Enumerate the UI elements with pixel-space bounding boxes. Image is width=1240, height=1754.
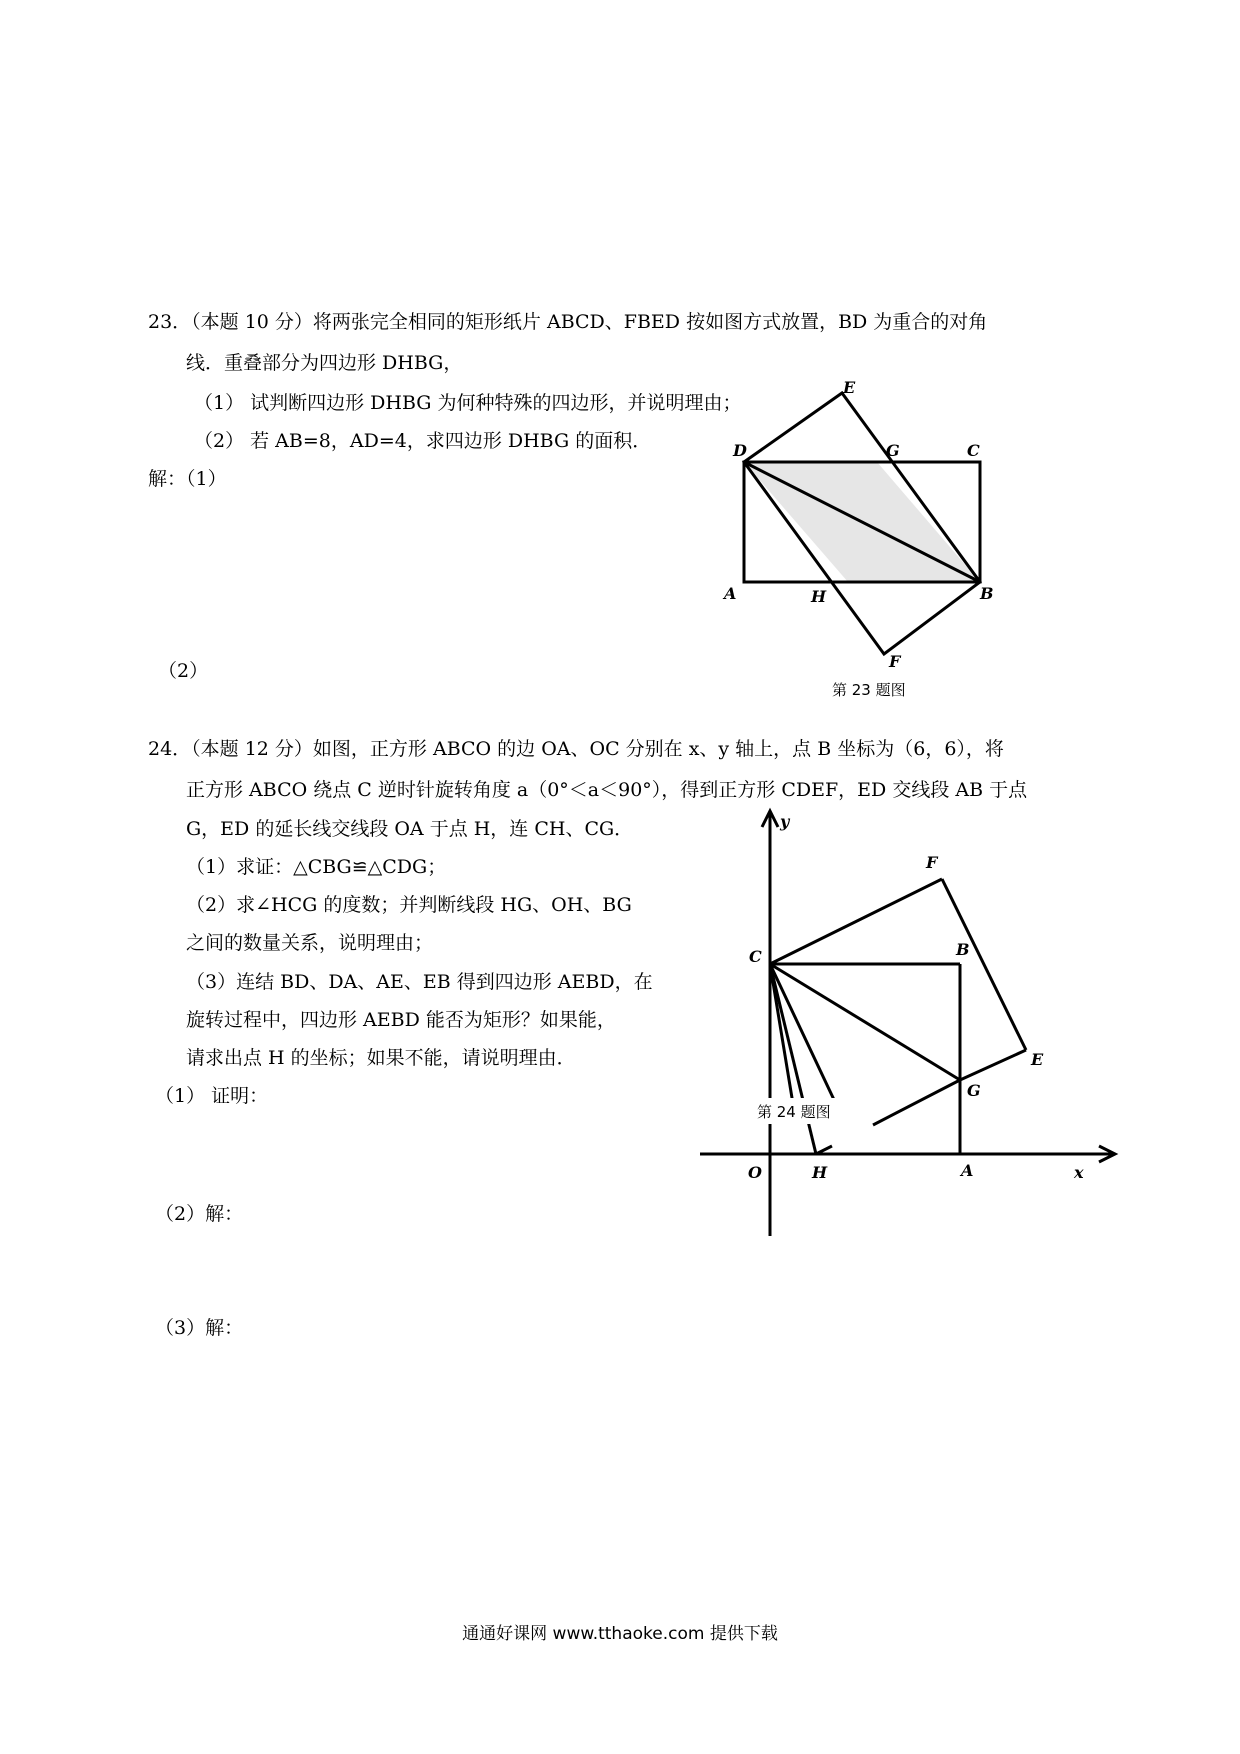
q23-figure xyxy=(720,375,1010,705)
q24-stem-line1: 24．（本题 12 分）如图，正方形 ABCO 的边 OA、OC 分别在 x、y 轴上，点 B 坐标为（6，6），将 xyxy=(148,738,1004,760)
q24-subquestion-3-line2: 旋转过程中，四边形 AEBD 能否为矩形？如果能， xyxy=(186,1009,616,1031)
q23-label-c: C xyxy=(967,441,980,460)
q24-subquestion-3-line1: （3）连结 BD、DA、AE、EB 得到四边形 AEBD，在 xyxy=(186,971,653,993)
q23-label-g: G xyxy=(886,441,900,460)
q23-label-e: E xyxy=(843,378,856,397)
q24-stem-line2: 正方形 ABCO 绕点 C 逆时针旋转角度 a（0°＜a＜90°），得到正方形 CDEF，ED 交线段 AB 于点 xyxy=(186,779,1028,801)
q24-label-x: x xyxy=(1074,1163,1084,1182)
q24-label-h: H xyxy=(812,1163,828,1182)
q23-answer-1-label: 解：（1） xyxy=(148,468,227,490)
q23-label-h: H xyxy=(811,587,827,606)
q24-label-f: F xyxy=(926,853,938,872)
page-footer: 通通好课网 www.tthaoke.com 提供下载 xyxy=(462,1624,778,1644)
q23-label-f: F xyxy=(889,652,901,671)
q24-answer-2-label: （2）解： xyxy=(155,1203,244,1225)
q23-label-d: D xyxy=(733,441,747,460)
q24-label-a: A xyxy=(961,1161,974,1180)
q24-stem-line3: G，ED 的延长线交线段 OA 于点 H，连 CH、CG． xyxy=(186,818,634,840)
q24-figure xyxy=(690,800,1130,1245)
q24-segment-eg xyxy=(960,1050,1026,1080)
q23-figure-caption: 第 23 题图 xyxy=(832,681,906,699)
q23-figure-svg xyxy=(720,375,1010,705)
q24-segment-ch xyxy=(770,964,816,1154)
q24-subquestion-3-line3: 请求出点 H 的坐标；如果不能，请说明理由． xyxy=(186,1047,576,1069)
q24-label-o: O xyxy=(748,1163,762,1182)
q24-figure-caption: 第 24 题图 xyxy=(757,1103,831,1121)
q23-subquestion-2: （2） 若 AB=8，AD=4，求四边形 DHBG 的面积． xyxy=(194,430,652,452)
q23-stem-line1: 23．（本题 10 分）将两张完全相同的矩形纸片 ABCD、FBED 按如图方式放置，BD 为重合的对角 xyxy=(148,311,988,333)
q24-subquestion-2-line2: 之间的数量关系，说明理由； xyxy=(186,932,434,954)
q24-answer-1-label: （1） 证明： xyxy=(155,1085,269,1107)
q24-label-e: E xyxy=(1031,1050,1044,1069)
q24-answer-3-label: （3）解： xyxy=(155,1317,244,1339)
q24-label-y: y xyxy=(780,812,790,831)
q24-figure-svg xyxy=(690,800,1130,1245)
q24-label-c: C xyxy=(749,947,762,966)
q24-label-b: B xyxy=(956,940,970,959)
q24-label-g: G xyxy=(967,1081,981,1100)
q24-subquestion-1: （1）求证：△CBG≌△CDG； xyxy=(186,856,447,878)
q23-subquestion-1: （1） 试判断四边形 DHBG 为何种特殊的四边形，并说明理由； xyxy=(194,392,742,414)
q23-label-a: A xyxy=(724,584,737,603)
q23-label-b: B xyxy=(980,584,994,603)
q23-stem-line2: 线．重叠部分为四边形 DHBG， xyxy=(186,352,463,374)
q24-segment-cf xyxy=(770,879,942,964)
q24-segment-gd xyxy=(873,1080,960,1125)
q24-subquestion-2-line1: （2）求∠HCG 的度数；并判断线段 HG、OH、BG xyxy=(186,894,632,916)
q23-answer-2-label: （2） xyxy=(158,660,209,682)
